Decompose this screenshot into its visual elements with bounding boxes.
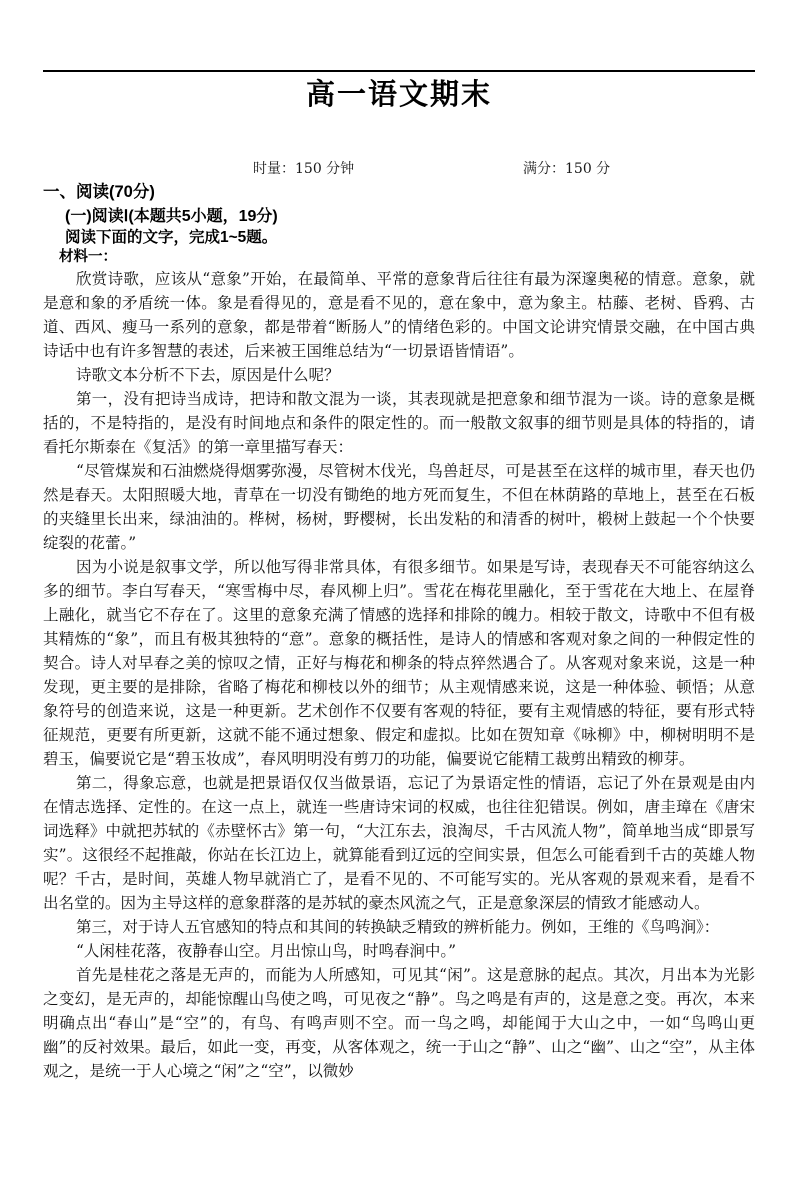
subsection-heading: (一)阅读Ⅰ(本题共5小题，19分) (65, 208, 278, 225)
page-title: 高一语文期末 (305, 79, 492, 111)
paragraph-1: 欣赏诗歌，应该从“意象”开始，在最简单、平常的意象背后往往有最为深邃奥秘的情意。意象，就是意和象的矛盾统一体。象是看得见的，意是看不见的，意在象中，意为象主。枯藤、老树、昏鸦、古道、西风、瘦马一系列的意象，都是带着“断肠人”的情绪色彩的。中国文论讲究情景交融，在中国古典诗话中也有许多智慧的表述，后来被王国维总结为“一切景语皆情语”。 (43, 270, 755, 360)
exam-meta (43, 160, 755, 178)
exam-total-score: 满分：150 分 (523, 161, 611, 177)
paragraph-2: 诗歌文本分析不下去，原因是什么呢？ (76, 366, 340, 384)
material-label: 材料一： (59, 249, 117, 265)
section-heading: 一、阅读(70分) (43, 183, 155, 201)
paragraph-6: 第二，得象忘意，也就是把景语仅仅当做景语，忘记了为景语定性的情语，忘记了外在景观是由内在情志选择、定性的。在这一点上，就连一些唐诗宋词的权威，也往往犯错误。例如，唐圭璋在《唐宋词选释》中就把苏轼的《赤壁怀古》第一句，“大江东去，浪淘尽，千古风流人物”，简单地当成“即景写实”。这很经不起推敲，你站在长江边上，就算能看到辽远的空间实景，但怎么可能看到千古的英雄人物呢？千古，是时间，英雄人物早就消亡了，是看不见的、不可能写实的。光从客观的景观来看，是看不出名堂的。因为主导这样的意象群落的是苏轼的豪杰风流之气，正是意象深层的情致才能感动人。 (43, 774, 755, 912)
paragraph-4: “尽管煤炭和石油燃烧得烟雾弥漫，尽管树木伐光，鸟兽赶尽，可是甚至在这样的城市里，春天也仍然是春天。太阳照暖大地，青草在一切没有锄绝的地方死而复生，不但在林荫路的草地上，甚至在石板的夹缝里长出来，绿油油的。桦树，杨树，野樱树，长出发粘的和清香的树叶，椴树上鼓起一个个快要绽裂的花蕾。” (43, 462, 755, 552)
paragraph-8: “人闲桂花落，夜静春山空。月出惊山鸟，时鸣春涧中。” (76, 942, 457, 960)
paragraph-9: 首先是桂花之落是无声的，而能为人所感知，可见其“闲”。这是意脉的起点。其次，月出本为光影之变幻，是无声的，却能惊醒山鸟使之鸣，可见夜之“静”。鸟之鸣是有声的，这是意之变。再次，本来明确点出“春山”是“空”的，有鸟、有鸣声则不空。而一鸟之鸣，却能闻于大山之中，一如“鸟鸣山更幽”的反衬效果。最后，如此一变，再变，从客体观之，统一于山之“静”、山之“幽”、山之“空”，从主体观之，是统一于人心境之“闲”之“空”，以微妙 (43, 966, 755, 1080)
exam-duration: 时量：150 分钟 (253, 161, 355, 177)
header-rule (43, 70, 755, 72)
paragraph-7: 第三，对于诗人五官感知的特点和其间的转换缺乏精致的辨析能力。例如，王维的《鸟鸣涧》： (76, 918, 720, 936)
paragraph-5: 因为小说是叙事文学，所以他写得非常具体，有很多细节。如果是写诗，表现春天不可能容纳这么多的细节。李白写春天，“寒雪梅中尽，春风柳上归”。雪花在梅花里融化，至于雪花在大地上、在屋脊上融化，就当它不存在了。这里的意象充满了情感的选择和排除的魄力。相较于散文，诗歌中不但有极其精炼的“象”，而且有极其独特的“意”。意象的概括性，是诗人的情感和客观对象之间的一种假定性的契合。诗人对早春之美的惊叹之情，正好与梅花和柳条的特点猝然遇合了。从客观对象来说，这是一种发现，更主要的是排除，省略了梅花和柳枝以外的细节；从主观情感来说，这是一种体验、顿悟；从意象符号的创造来说，这是一种更新。艺术创作不仅要有客观的特征，要有主观情感的特征，要有形式特征规范，更要有所更新，这就不能不通过想象、假定和虚拟。比如在贺知章《咏柳》中，柳树明明不是碧玉，偏要说它是“碧玉妆成”，春风明明没有剪刀的功能，偏要说它能精工裁剪出精致的柳芽。 (43, 558, 755, 768)
material-body (43, 267, 755, 1083)
reading-instruction: 阅读下面的文字，完成1~5题。 (65, 229, 278, 246)
exam-page (0, 70, 793, 1191)
paragraph-3: 第一，没有把诗当成诗，把诗和散文混为一谈，其表现就是把意象和细节混为一谈。诗的意象是概括的，不是特指的，是没有时间地点和条件的限定性的。而一般散文叙事的细节则是具体的特指的，请看托尔斯泰在《复活》的第一章里描写春天： (43, 390, 755, 456)
